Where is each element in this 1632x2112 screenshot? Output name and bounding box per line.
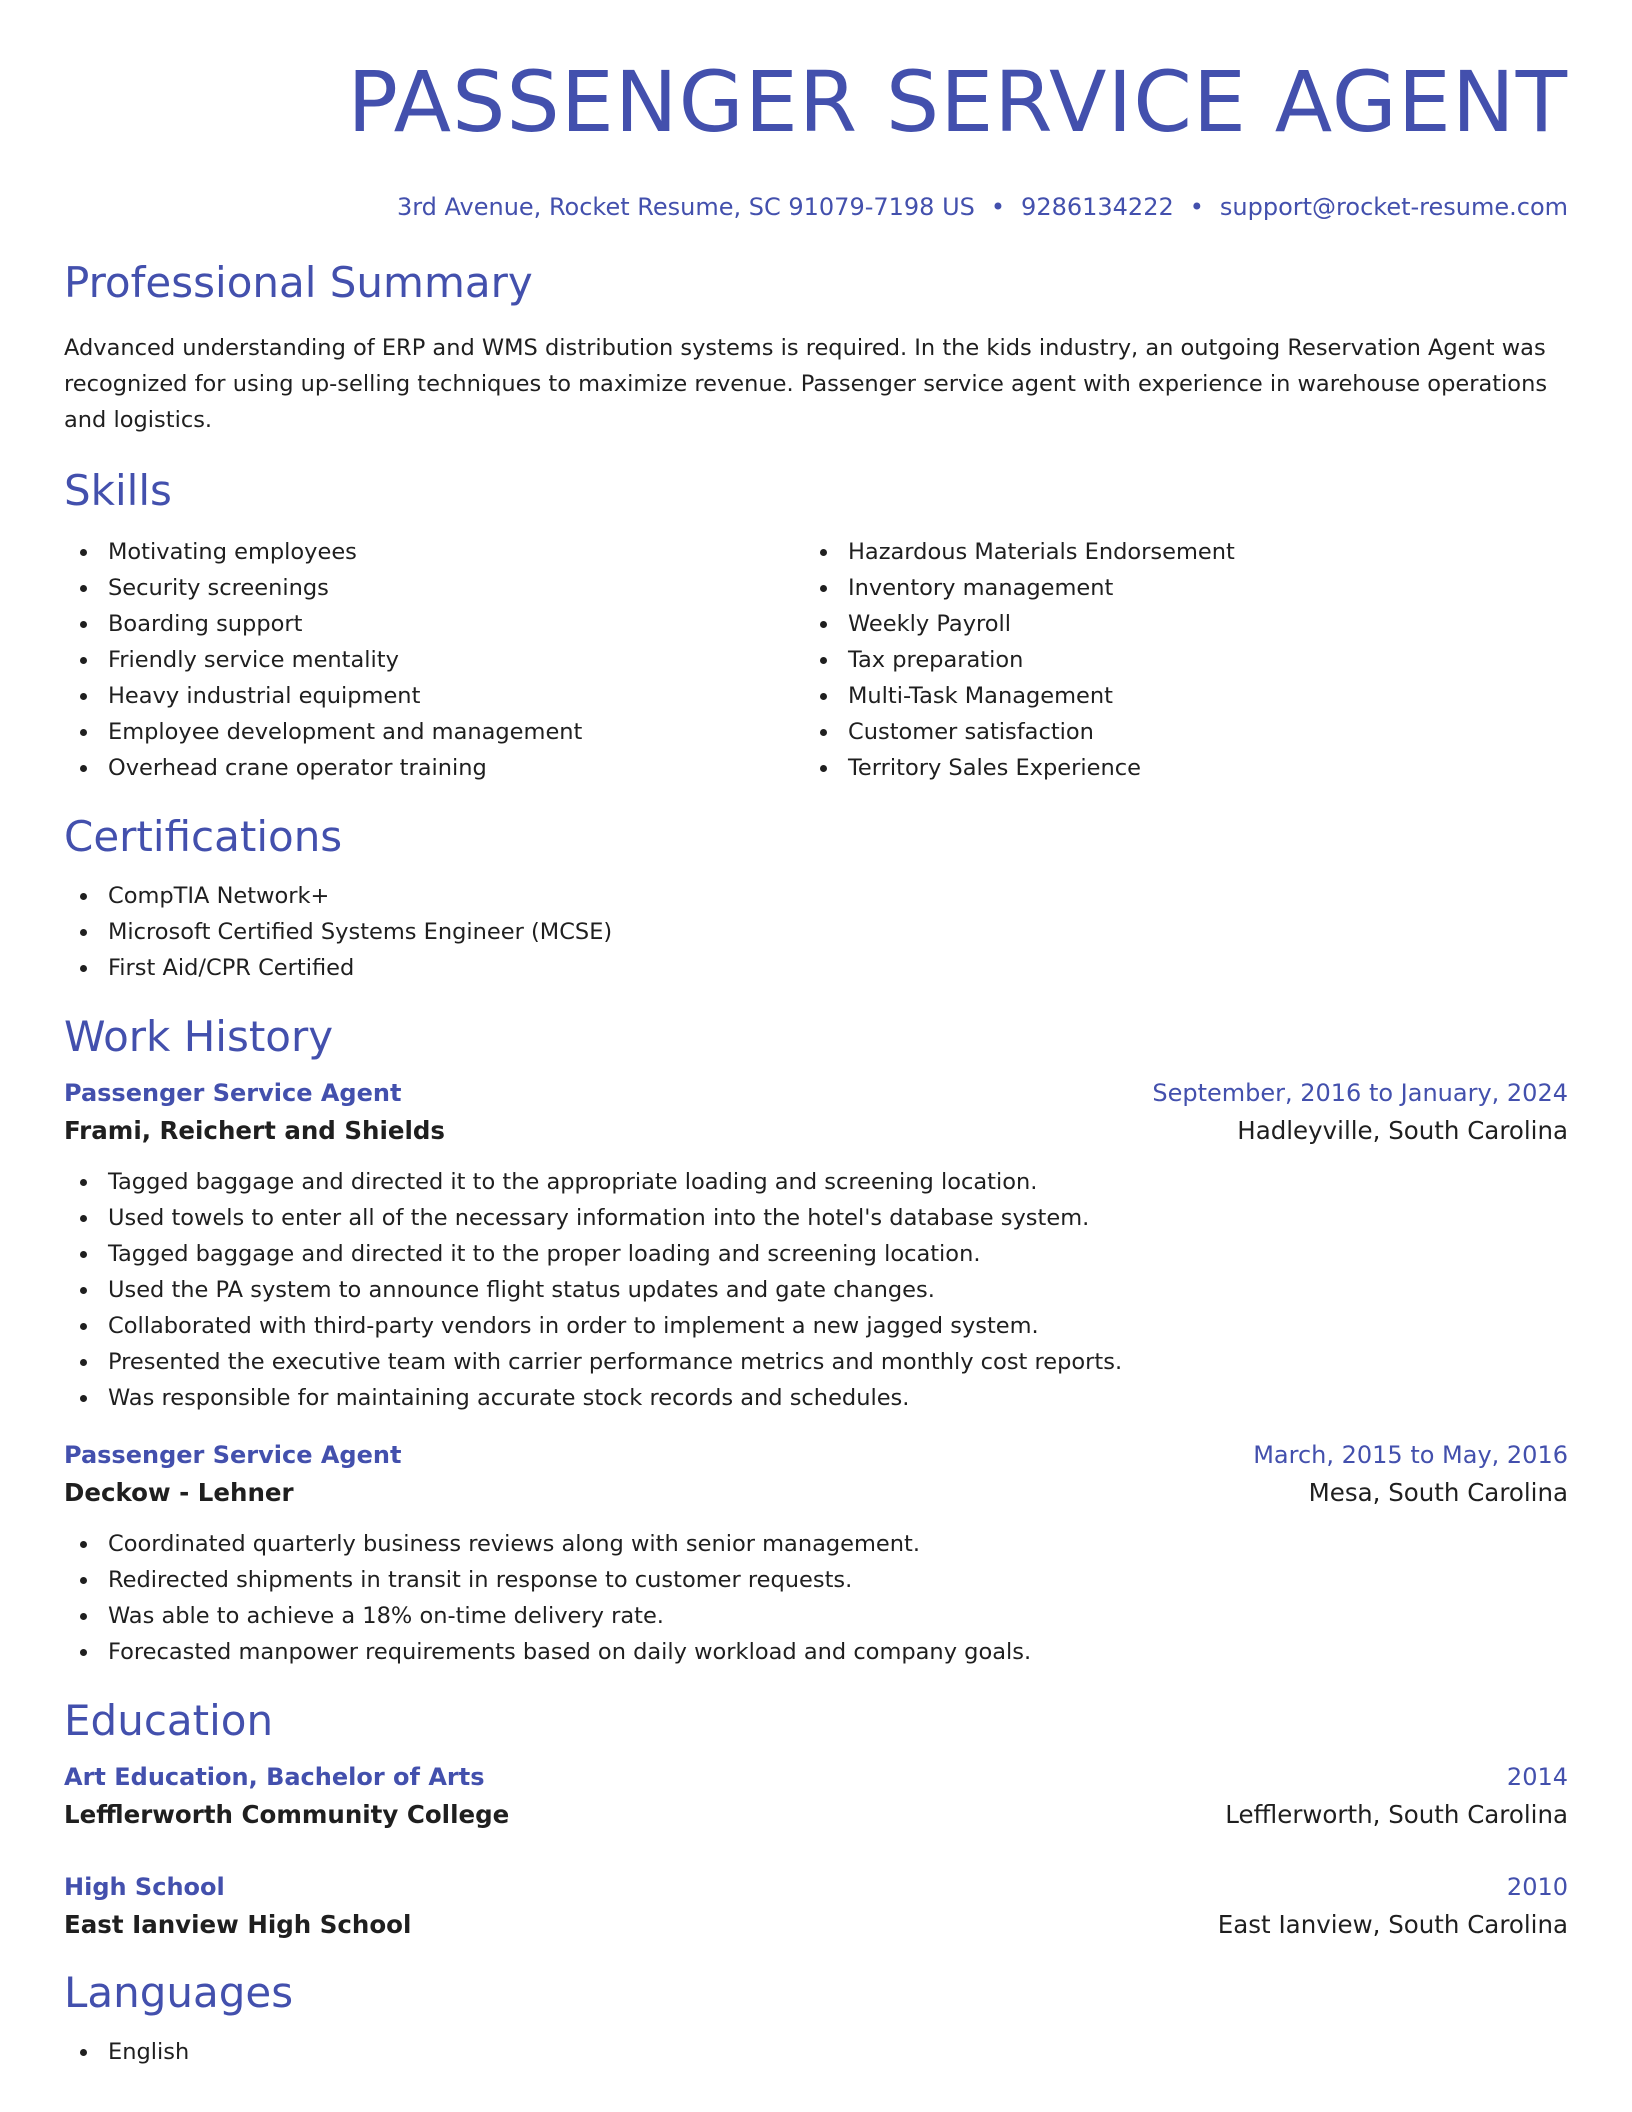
job-duty-item: Was responsible for maintaining accurate stock records and schedules. [64,1380,1568,1416]
job-header-row [64,1074,1568,1112]
skills-list-left [64,534,804,786]
job-company-row [64,1112,1568,1150]
summary-text: Advanced understanding of ERP and WMS distribution systems is required. In the kids industry, an outgoing Reservation Agent was recognized for using up-selling techniques to maximize revenue. Passenger service agent with experience in warehouse operations and logistics. [64,335,1548,433]
job-header-row [64,1436,1568,1474]
candidate-title: PASSENGER SERVICE AGENT [347,53,1568,151]
contact-separator: • [990,193,1006,221]
job-location: Hadleyville, South Carolina [1237,1116,1568,1145]
job-duty-item: Coordinated quarterly business reviews along with senior management. [64,1526,1568,1562]
job-entry [64,1074,1568,1416]
education-year: 2010 [1506,1873,1568,1901]
education-school-row [64,1906,1568,1944]
work-history-heading: Work History [64,1012,334,1061]
job-duty-item: Tagged baggage and directed it to the proper loading and screening location. [64,1236,1568,1272]
job-duties-list [64,1164,1568,1416]
education-degree-row [64,1868,1568,1906]
job-company: Deckow - Lehner [64,1478,294,1507]
certification-item: First Aid/CPR Certified [64,950,1568,986]
skill-item: Inventory management [804,570,1544,606]
certifications-list [64,878,1568,986]
skill-item: Employee development and management [64,714,804,750]
job-duty-item: Was able to achieve a 18% on-time delivery rate. [64,1598,1568,1634]
education-degree: High School [64,1873,225,1901]
skills-grid [64,534,1568,786]
job-duty-item: Redirected shipments in transit in response to customer requests. [64,1562,1568,1598]
skill-item: Multi-Task Management [804,678,1544,714]
job-company-row [64,1474,1568,1512]
job-duty-item: Presented the executive team with carrier performance metrics and monthly cost reports. [64,1344,1568,1380]
languages-list [64,2034,1568,2070]
job-location: Mesa, South Carolina [1308,1478,1568,1507]
education-entry [64,1868,1568,1944]
job-entry [64,1436,1568,1670]
education-location: Lefflerworth, South Carolina [1225,1800,1568,1829]
job-duty-item: Tagged baggage and directed it to the appropriate loading and screening location. [64,1164,1568,1200]
skill-item: Territory Sales Experience [804,750,1544,786]
certification-item: Microsoft Certified Systems Engineer (MCSE) [64,914,1568,950]
skill-item: Friendly service mentality [64,642,804,678]
skill-item: Customer satisfaction [804,714,1544,750]
education-location: East Ianview, South Carolina [1217,1910,1568,1939]
education-heading: Education [64,1696,274,1745]
skills-heading: Skills [64,466,172,515]
languages-heading: Languages [64,1968,294,2017]
job-title: Passenger Service Agent [64,1079,402,1107]
contact-address: 3rd Avenue, Rocket Resume, SC 91079-7198 US [396,193,975,221]
contact-email[interactable]: support@rocket-resume.com [1219,193,1568,221]
skill-item: Weekly Payroll [804,606,1544,642]
skill-item: Hazardous Materials Endorsement [804,534,1544,570]
job-duty-item: Forecasted manpower requirements based on daily workload and company goals. [64,1634,1568,1670]
job-company: Frami, Reichert and Shields [64,1116,445,1145]
contact-phone[interactable]: 9286134222 [1021,193,1174,221]
contact-separator: • [1189,193,1204,221]
skill-item: Heavy industrial equipment [64,678,804,714]
job-duty-item: Used towels to enter all of the necessary information into the hotel's database system. [64,1200,1568,1236]
education-school-row [64,1796,1568,1834]
skill-item: Overhead crane operator training [64,750,804,786]
education-entry [64,1758,1568,1834]
job-duties-list [64,1526,1568,1670]
education-school: East Ianview High School [64,1910,412,1939]
skill-item: Boarding support [64,606,804,642]
skill-item: Motivating employees [64,534,804,570]
summary-heading: Professional Summary [64,258,533,307]
skills-list-right [804,534,1544,786]
education-degree: Art Education, Bachelor of Arts [64,1763,485,1791]
skill-item: Tax preparation [804,642,1544,678]
certification-item: CompTIA Network+ [64,878,1568,914]
education-school: Lefflerworth Community College [64,1800,510,1829]
education-degree-row [64,1758,1568,1796]
job-dates: March, 2015 to May, 2016 [1253,1441,1568,1469]
contact-line [64,192,1568,222]
skill-item: Security screenings [64,570,804,606]
certifications-heading: Certifications [64,812,343,861]
job-title: Passenger Service Agent [64,1441,402,1469]
education-year: 2014 [1506,1763,1568,1791]
language-item: English [64,2034,1568,2070]
job-duty-item: Used the PA system to announce flight status updates and gate changes. [64,1272,1568,1308]
job-dates: September, 2016 to January, 2024 [1152,1079,1568,1107]
job-duty-item: Collaborated with third-party vendors in order to implement a new jagged system. [64,1308,1568,1344]
